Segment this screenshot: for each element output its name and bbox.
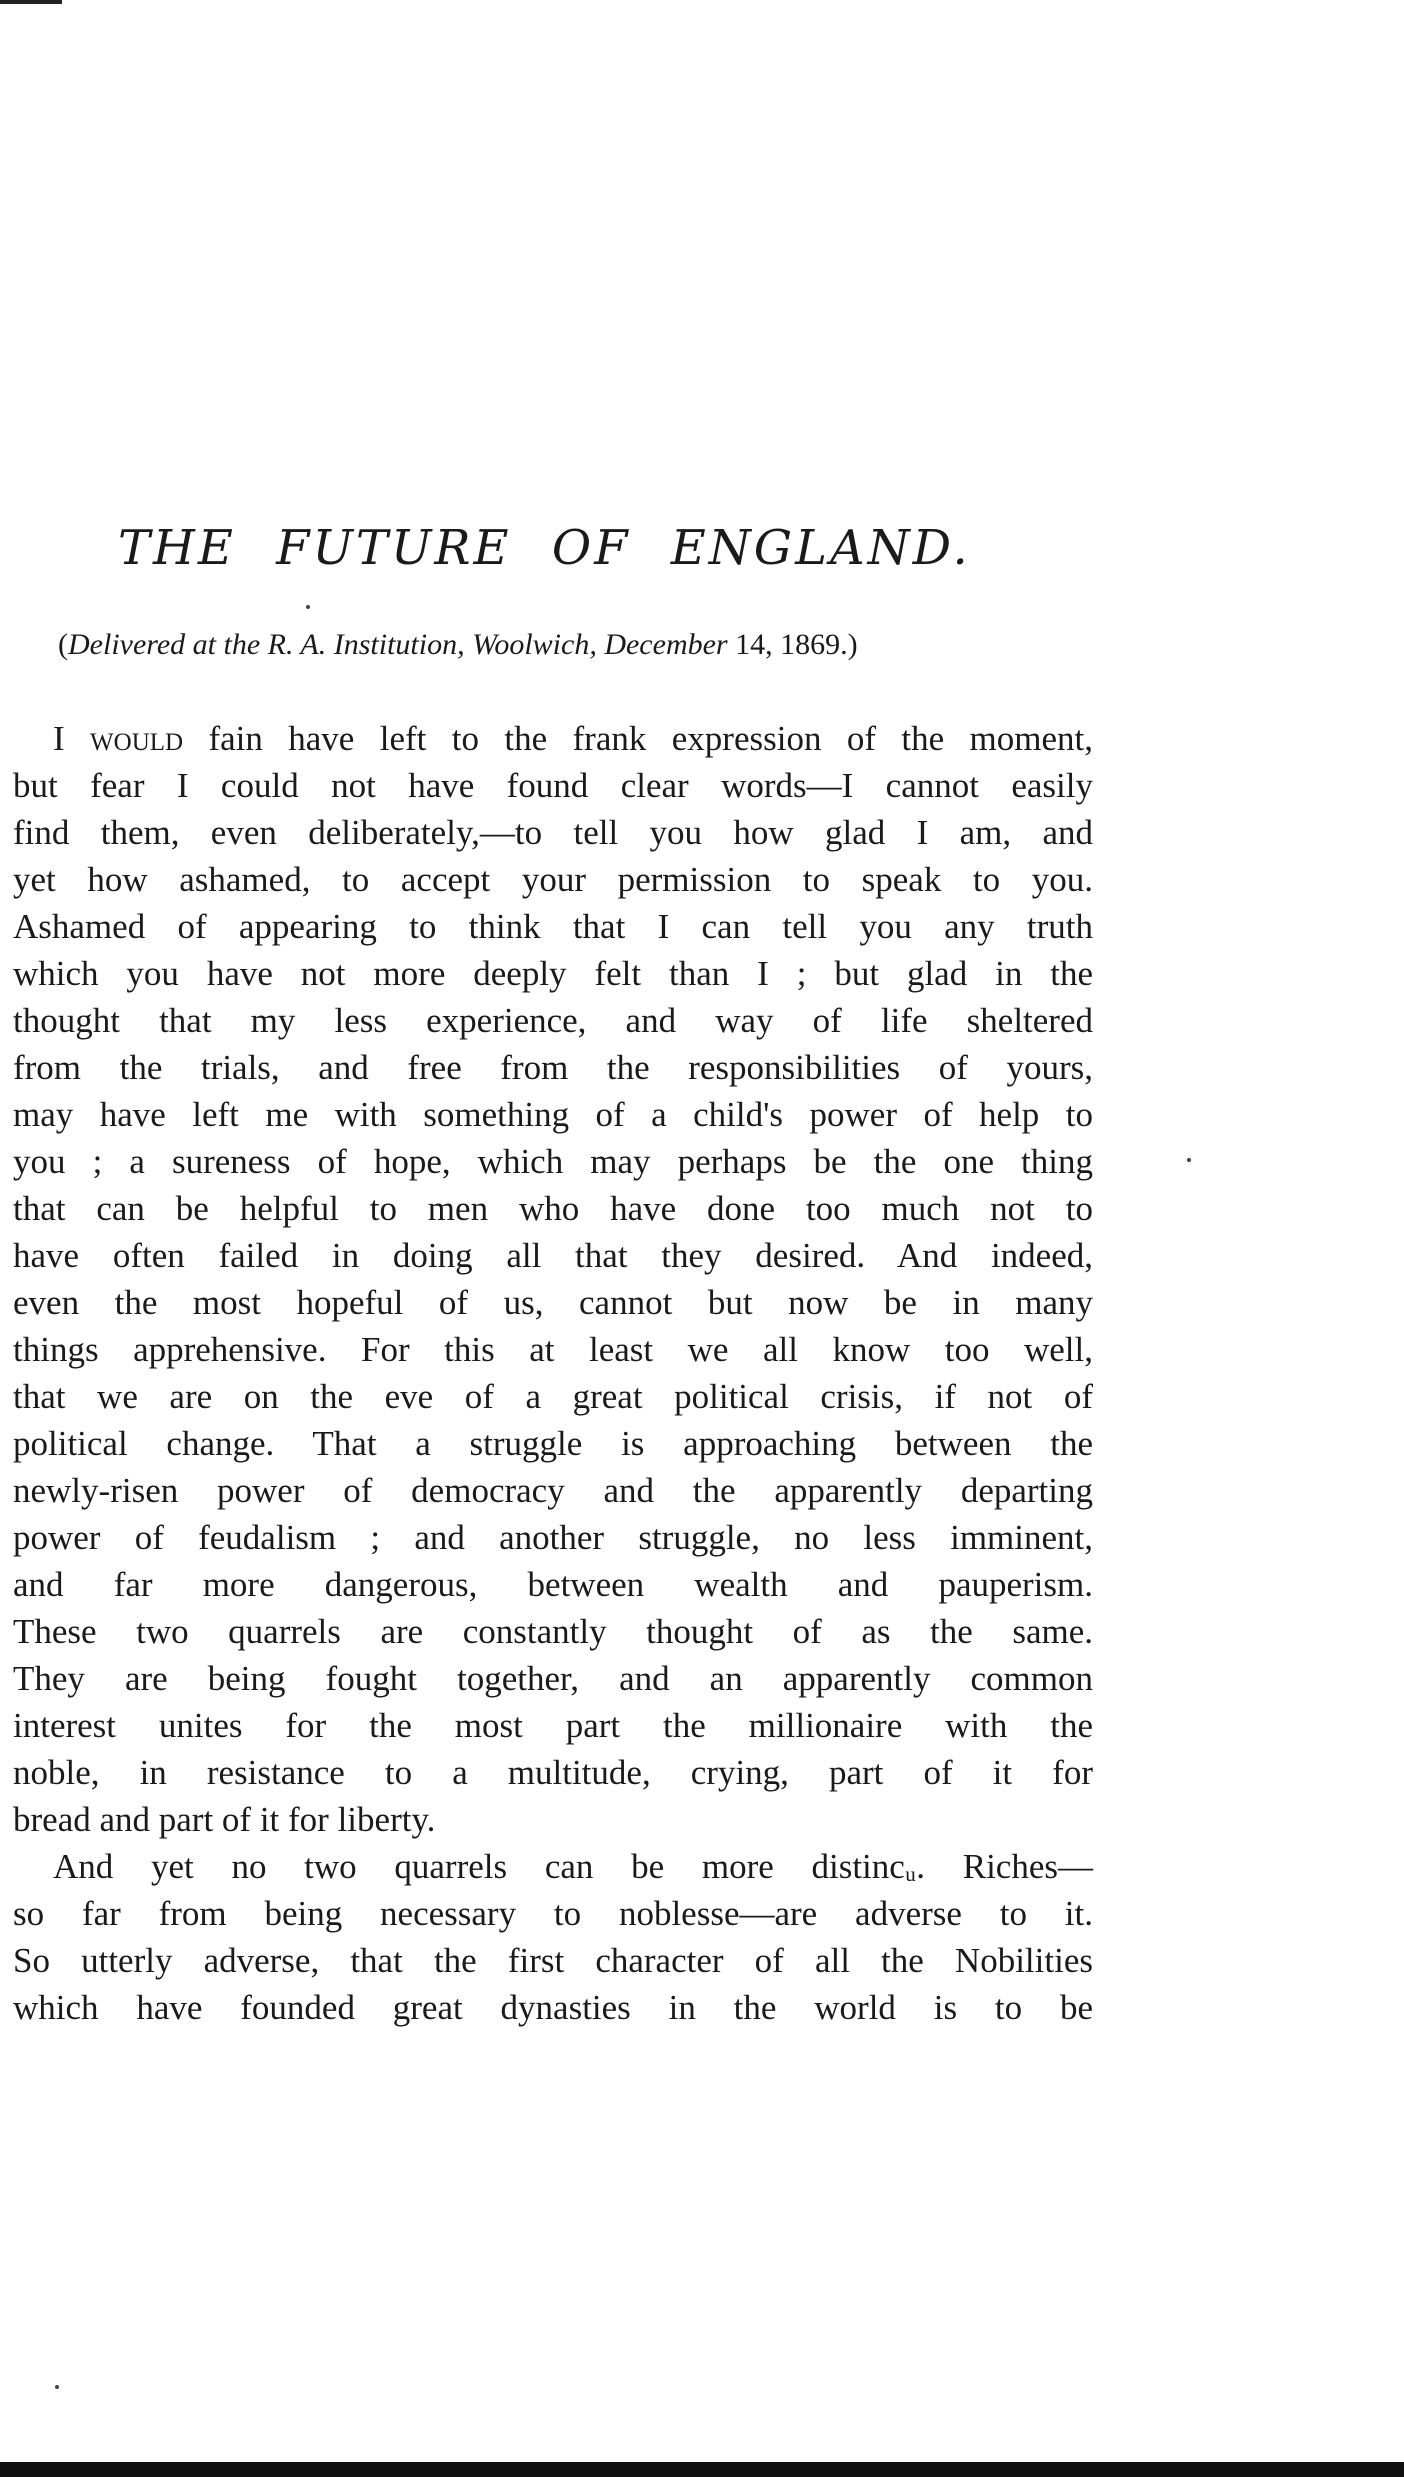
text-line: Ashamed of appearing to think that I can tell you any truth xyxy=(13,907,1093,946)
text-line xyxy=(13,715,1093,762)
text-line: power of feudalism ; and another struggle, no less imminent, xyxy=(13,1518,1093,1557)
essay-title: THE FUTURE OF ENGLAND. xyxy=(118,520,971,576)
text-line: find them, even deliberately,—to tell you how glad I am, and xyxy=(13,813,1093,852)
text-line: from the trials, and free from the responsibilities of yours, xyxy=(13,1048,1093,1087)
text-line: and far more dangerous, between wealth and pauperism. xyxy=(13,1565,1093,1604)
text-line: even the most hopeful of us, cannot but now be in many xyxy=(13,1283,1093,1322)
subtitle-place: Woolwich, xyxy=(472,628,597,661)
text-line: bread and part of it for liberty. xyxy=(13,1800,436,1839)
paper-speck xyxy=(55,2385,59,2389)
text-line: which have founded great dynasties in the world is to be xyxy=(13,1988,1093,2027)
text-line: so far from being necessary to noblesse—are adverse to it. xyxy=(13,1894,1093,1933)
text-line: but fear I could not have found clear words—I cannot easily xyxy=(13,766,1093,805)
essay-subtitle xyxy=(58,628,1098,662)
text-line: interest unites for the most part the millionaire with the xyxy=(13,1706,1093,1745)
subtitle-intro: Delivered at the R. A. Institution, xyxy=(68,628,465,661)
subtitle-open-paren: ( xyxy=(58,628,68,661)
bottom-edge-band xyxy=(0,2462,1404,2477)
lead-smallcaps: would xyxy=(90,719,184,758)
text-line: yet how ashamed, to accept your permission to speak to you. xyxy=(13,860,1093,899)
text-line: noble, in resistance to a multitude, crying, part of it for xyxy=(13,1753,1093,1792)
paper-speck xyxy=(306,605,310,609)
text-line: that we are on the eve of a great political crisis, if not of xyxy=(13,1377,1093,1416)
subtitle-month: December xyxy=(604,628,728,661)
text-line: you ; a sureness of hope, which may perhaps be the one thing xyxy=(13,1142,1093,1181)
essay-body xyxy=(13,715,1093,2031)
text-line: They are being fought together, and an apparently common xyxy=(13,1659,1093,1698)
text-line: may have left me with something of a child's power of help to xyxy=(13,1095,1093,1134)
text-line: things apprehensive. For this at least we all know too well, xyxy=(13,1330,1093,1369)
text-line: newly-risen power of democracy and the apparently departing xyxy=(13,1471,1093,1510)
paragraph-1 xyxy=(13,715,1093,1843)
text-line: These two quarrels are constantly thought of as the same. xyxy=(13,1612,1093,1651)
subtitle-date: 14, 1869.) xyxy=(735,628,858,661)
text-line: thought that my less experience, and way of life sheltered xyxy=(13,1001,1093,1040)
text-line: have often failed in doing all that they desired. And indeed, xyxy=(13,1236,1093,1275)
text-line: that can be helpful to men who have done too much not to xyxy=(13,1189,1093,1228)
text-line: political change. That a struggle is approaching between the xyxy=(13,1424,1093,1463)
lead-word: I xyxy=(53,719,65,758)
paper-speck xyxy=(1187,1158,1191,1162)
line-text: fain have left to the frank expression of the moment, xyxy=(183,719,1093,758)
text-line: So utterly adverse, that the first character of all the Nobilities xyxy=(13,1941,1093,1980)
text-line: And yet no two quarrels can be more distincᵤ. Riches— xyxy=(53,1847,1093,1886)
top-edge-mark xyxy=(0,0,62,4)
paragraph-2 xyxy=(13,1843,1093,2031)
text-line: which you have not more deeply felt than I ; but glad in the xyxy=(13,954,1093,993)
